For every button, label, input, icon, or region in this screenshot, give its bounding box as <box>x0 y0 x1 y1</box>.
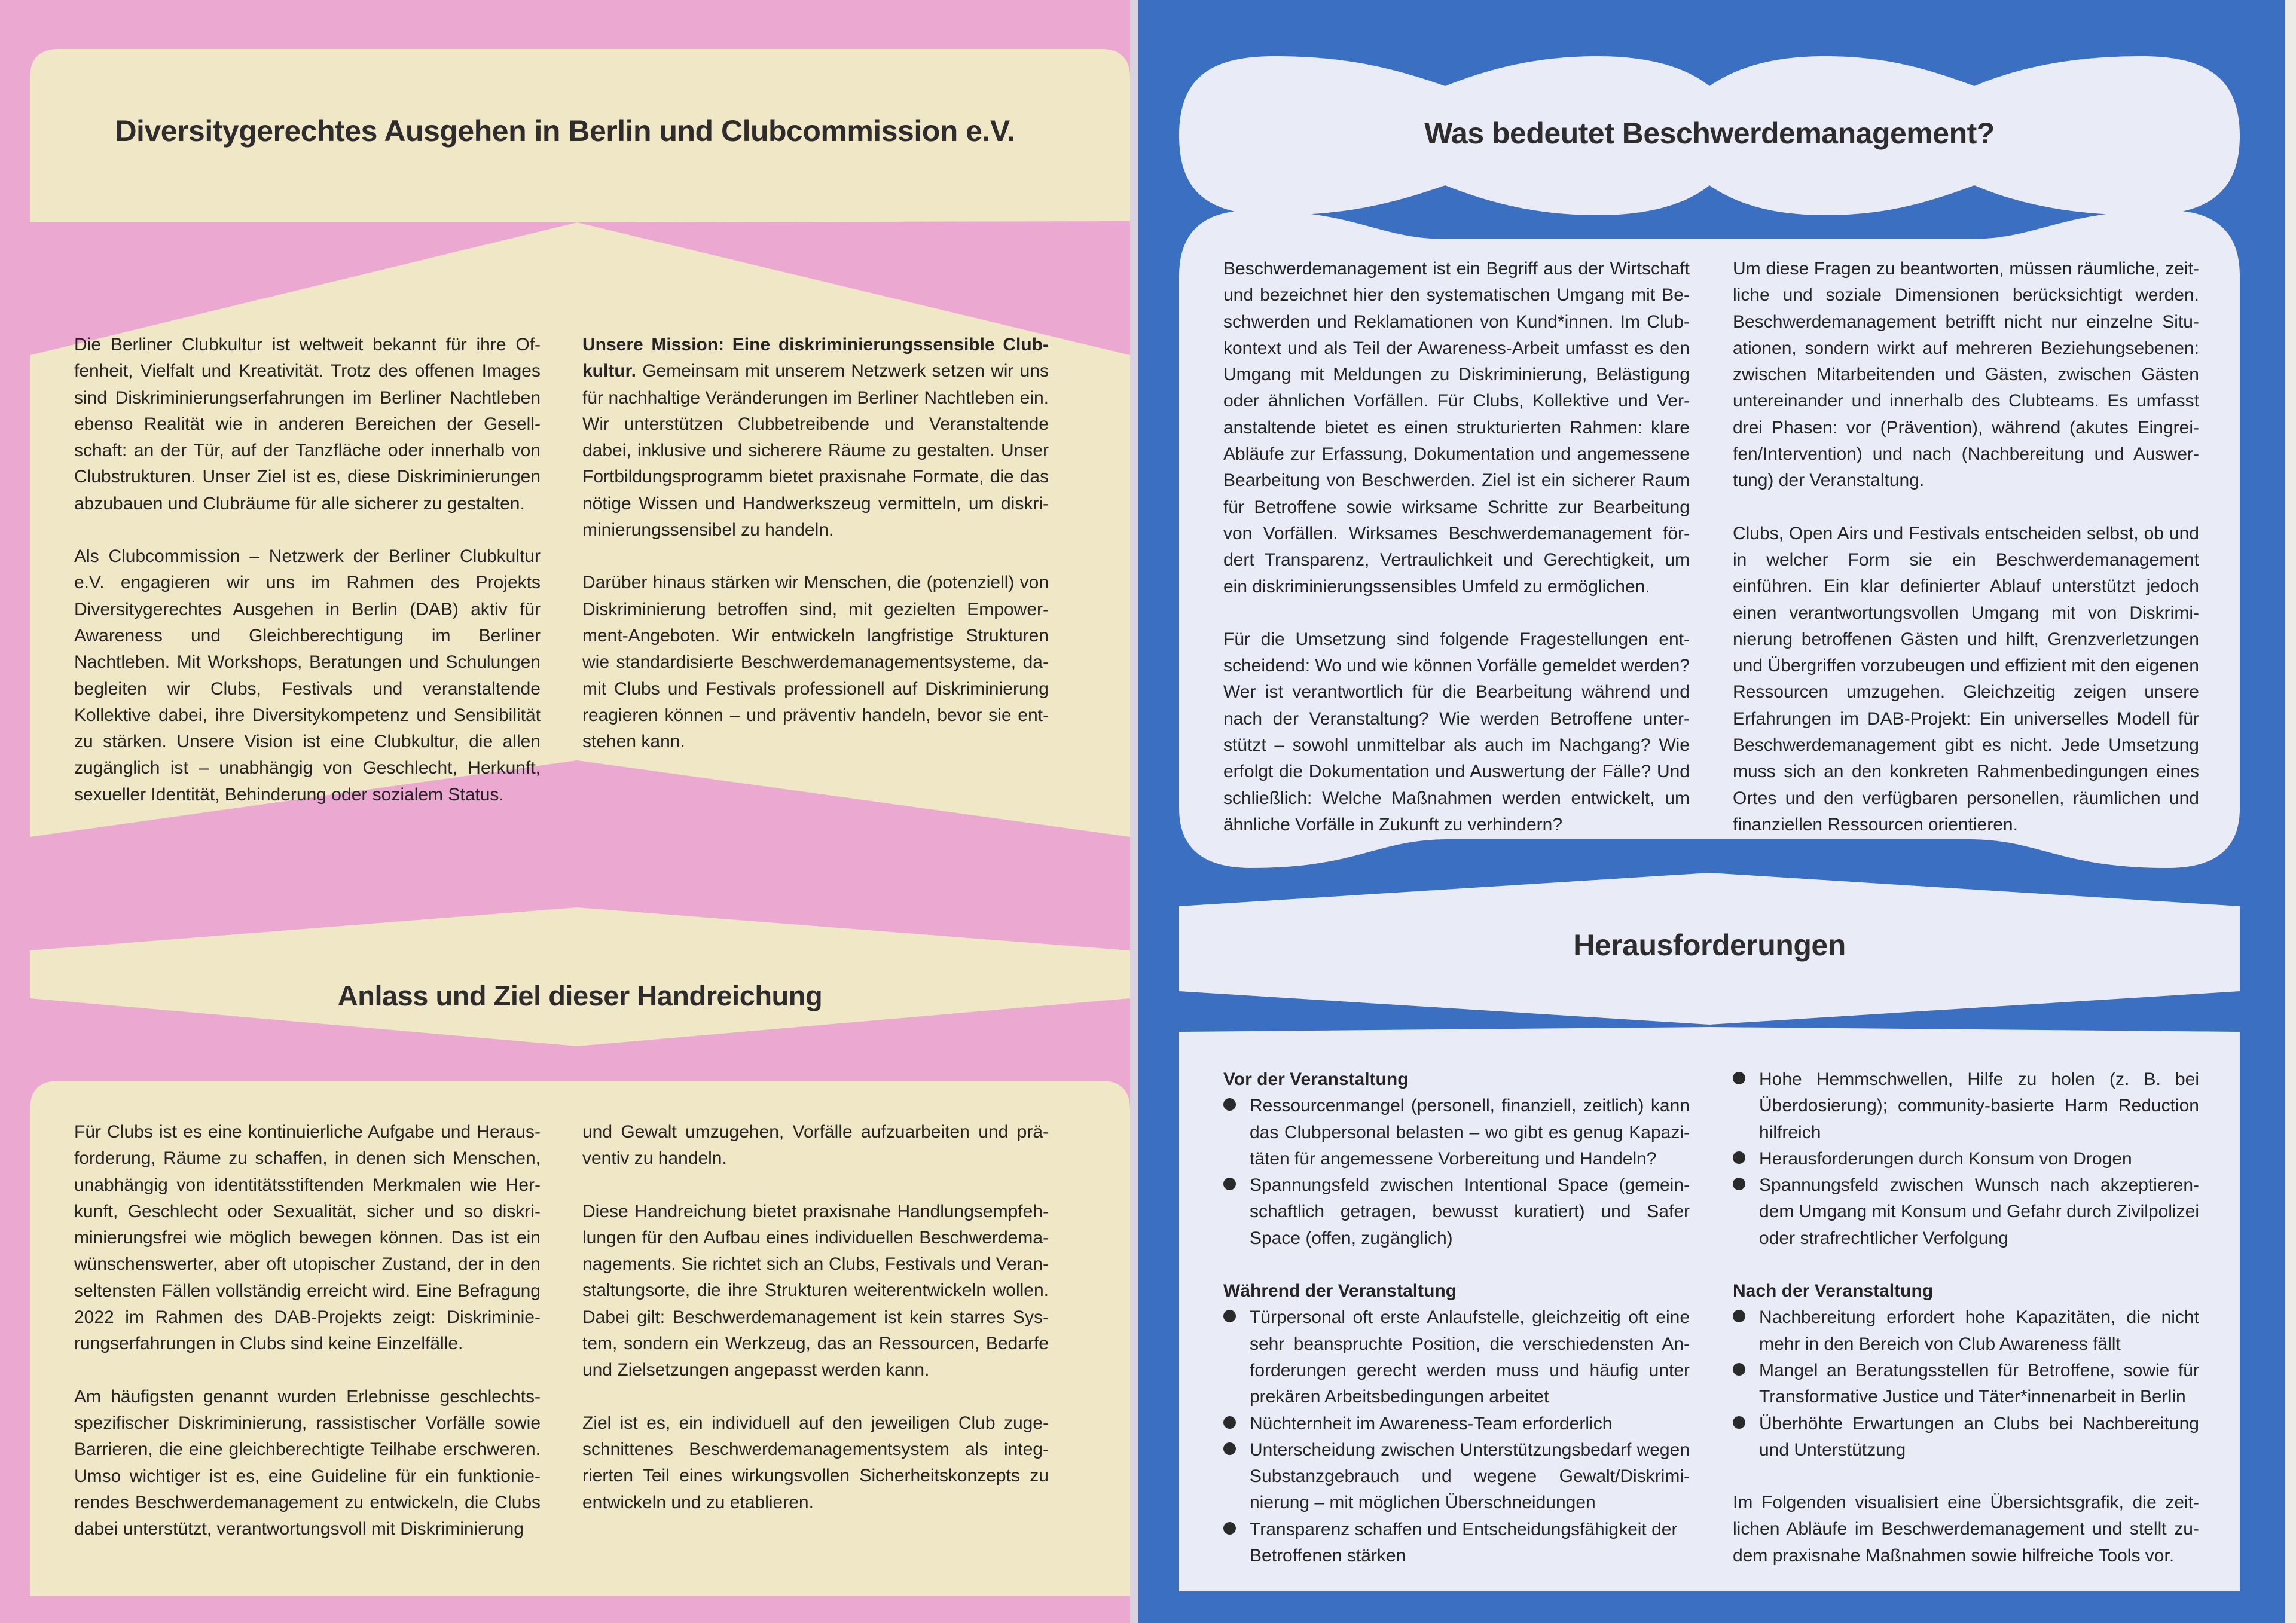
list-item: Nachbereitung erfordert hohe Kapazitäten, die nicht mehr in den Bereich von Club Awareness fällt <box>1733 1304 2199 1358</box>
paragraph: Darüber hinaus stärken wir Menschen, die (potenziell) von Diskriminierung betroffen sind, mit gezielten Empowerment-Angeboten. Wir entwickeln langfristige Strukturen wie standardisierte Beschwerdemanagementsysteme, damit Clubs und Festivals professionell auf Diskriminierung reagieren können – und präventiv handeln, bevor sie entstehen kann. <box>582 573 1049 752</box>
section-title-beschwerdemanagement: Was bedeutet Beschwerdemanagement? <box>1424 117 1995 150</box>
mission-paragraph <box>582 332 1049 543</box>
list-after <box>1733 1304 2199 1463</box>
left-s1-column-2 <box>582 332 1049 755</box>
left-s2-column-1 <box>74 1119 541 1542</box>
subheading-during: Während der Veranstaltung <box>1223 1281 1457 1301</box>
list-item: Mangel an Beratungsstellen für Betroffene, sowie für Transformative Justice und Täter*innenarbeit in Berlin <box>1733 1358 2199 1411</box>
list-item: Transparenz schaffen und Entscheidungsfähigkeit der Betroffenen stärken <box>1223 1517 1690 1570</box>
right-s2-column-1 <box>1223 1066 1690 1569</box>
paragraph: Diese Handreichung bietet praxisnahe Handlungsempfehlungen für den Aufbau eines individuellen Beschwerdemanagements. Sie richtet sich an Clubs, Festivals und Veranstaltungsorte, die ihre Strukturen weiterentwickeln wollen. Dabei gilt: Beschwerdemanagement ist kein starres System, sondern ein Werkzeug, das an Ressourcen, Bedarfe und Zielsetzungen angepasst werden kann. <box>582 1201 1049 1380</box>
paragraph: Ziel ist es, ein individuell auf den jeweiligen Club zugeschnittenes Beschwerdemanagementsystem als integrierten Teil eines wirkungsvollen Sicherheitskonzepts zu entwickeln und zu etablieren. <box>582 1413 1049 1512</box>
list-item: Spannungsfeld zwischen Wunsch nach akzeptierendem Umgang mit Konsum und Gefahr durch Zivilpolizei oder strafrechtlicher Verfolgung <box>1733 1172 2199 1252</box>
section-title-diversity: Diversitygerechtes Ausgehen in Berlin und Clubcommission e.V. <box>115 114 1015 148</box>
left-s1-column-1 <box>74 332 541 808</box>
paragraph: Für die Umsetzung sind folgende Fragestellungen entscheidend: Wo und wie können Vorfälle gemeldet werden? Wer ist verantwortlich für die Bearbeitung während und nach der Veranstaltung? Wie werden Betroffene unterstützt – sowohl unmittelbar als auch im Nachgang? Wie erfolgt die Dokumentation und Auswertung der Fälle? Und schließlich: Welche Maßnahmen werden entwickelt, um ähnliche Vorfälle in Zukunft zu verhindern? <box>1223 629 1690 835</box>
paragraph: Clubs, Open Airs und Festivals entscheiden selbst, ob und in welcher Form sie ein Beschwerdemanagement einführen. Ein klar definierter Ablauf unterstützt jedoch einen verantwortungsvollen Umgang mit von Diskriminierung betroffenen Gästen und hilft, Grenzverletzungen und Übergriffen vorzubeugen und effizient mit den eigenen Ressourcen umzugehen. Gleichzeitig zeigen unsere Erfahrungen im DAB-Projekt: Ein universelles Modell für Beschwerdemanagement gibt es nicht. Jede Umsetzung muss sich an den konkreten Rahmenbedingungen eines Ortes und den verfügbaren personellen, räumlichen und finanziellen Ressourcen orientieren. <box>1733 523 2199 835</box>
list-item: Hohe Hemmschwellen, Hilfe zu holen (z. B. bei Überdosierung); community-basierte Harm Reduction hilfreich <box>1733 1066 2199 1146</box>
subheading-after: Nach der Veranstaltung <box>1733 1281 1934 1301</box>
list-item: Spannungsfeld zwischen Intentional Space (gemeinschaftlich getragen, bewusst kuratiert) und Safer Space (offen, zugänglich) <box>1223 1172 1690 1252</box>
section-title-anlass: Anlass und Ziel dieser Handreichung <box>337 980 823 1011</box>
right-s2-column-2 <box>1733 1066 2199 1569</box>
list-item: Ressourcenmangel (personell, finanziell, zeitlich) kann das Clubpersonal belasten – wo gibt es genug Kapazitäten für angemessene Vorbereitung und Handeln? <box>1223 1093 1690 1172</box>
paragraph: Die Berliner Clubkultur ist weltweit bekannt für ihre Offenheit, Vielfalt und Kreativität. Trotz des offenen Images sind Diskriminierungserfahrungen im Berliner Nachtleben ebenso Realität wie in anderen Bereichen der Gesellschaft: an der Tür, auf der Tanzfläche oder innerhalb von Clubstrukturen. Unser Ziel ist es, diese Diskriminierungen abzubauen und Clubräume für alle sicherer zu gestalten. <box>74 335 541 514</box>
right-s1-column-1 <box>1223 256 1690 838</box>
paragraph: Als Clubcommission – Netzwerk der Berliner Clubkultur e.V. engagieren wir uns im Rahmen des Projekts Diversitygerechtes Ausgehen in Berlin (DAB) aktiv für Awareness und Gleichberechtigung im Berliner Nachtleben. Mit Workshops, Beratungen und Schulungen begleiten wir Clubs, Festivals und veranstaltende Kollektive dabei, ihre Diversitykompetenz und Sensibilität zu stärken. Unsere Vision ist eine Clubkultur, die allen zugänglich ist – unabhängig von Geschlecht, Herkunft, sexueller Identität, Behinderung oder sozialem Status. <box>74 546 541 805</box>
page-gutter <box>1130 0 1138 1623</box>
paragraph: Am häufigsten genannt wurden Erlebnisse geschlechtsspezifischer Diskriminierung, rassistischer Vorfälle sowie Barrieren, die eine gleichberechtigte Teilhabe erschweren. Umso wichtiger ist es, eine Guideline für ein funktionierendes Beschwerdemanagement zu entwickeln, die Clubs dabei unterstützt, verantwortungsvoll mit Diskriminierung <box>74 1386 541 1539</box>
section-title-herausforderungen: Herausforderungen <box>1573 928 1846 962</box>
list-item: Überhöhte Erwartungen an Clubs bei Nachbereitung und Unterstützung <box>1733 1411 2199 1464</box>
paragraph: Für Clubs ist es eine kontinuierliche Aufgabe und Herausforderung, Räume zu schaffen, in denen sich Menschen, unabhängig von identitätsstiftenden Merkmalen wie Herkunft, Geschlecht oder Sexualität, sicher und so diskriminierungsfrei wie möglich bewegen können. Das ist ein wünschenswerter, aber oft utopischer Zustand, der in den seltensten Fällen vollständig erreicht wird. Eine Befragung 2022 im Rahmen des DAB-Projekts zeigt: Diskriminierungserfahrungen in Clubs sind keine Einzelfälle. <box>74 1122 541 1354</box>
list-item: Nüchternheit im Awareness-Team erforderlich <box>1223 1411 1690 1437</box>
paragraph: Beschwerdemanagement ist ein Begriff aus der Wirtschaft und bezeichnet hier den systematischen Umgang mit Beschwerden und Reklamationen von Kund*innen. Im Clubkontext und als Teil der Awareness-Arbeit umfasst es den Umgang mit Meldungen zu Diskriminierung, Belästigung oder ähnlichen Vorfällen. Für Clubs, Kollektive und Veranstaltende bietet es einen strukturierten Rahmen: klare Abläufe zur Erfassung, Dokumentation und angemessene Bearbeitung von Beschwerden. Ziel ist ein sicherer Raum für Betroffene sowie wirksame Schritte zur Bearbeitung von Vorfällen. Wirksames Beschwerdemanagement fördert Transparenz, Vertraulichkeit und Gerechtigkeit, um ein diskriminierungssensibles Umfeld zu ermöglichen. <box>1223 259 1690 597</box>
list-item: Unterscheidung zwischen Unterstützungsbedarf wegen Substanzgebrauch und wegene Gewalt/Diskriminierung – mit möglichen Überschneidungen <box>1223 1437 1690 1517</box>
paragraph: Um diese Fragen zu beantworten, müssen räumliche, zeitliche und soziale Dimensionen berücksichtigt werden. Beschwerdemanagement betrifft nicht nur einzelne Situationen, sondern wirkt auf mehreren Beziehungsebenen: zwischen Mitarbeitenden und Gästen, zwischen Gästen untereinander und innerhalb des Clubteams. Es umfasst drei Phasen: vor (Prävention), während (akutes Eingreifen/Intervention) und nach (Nachbereitung und Auswertung) der Veranstaltung. <box>1733 259 2199 491</box>
mission-lead: Unsere Mission: Eine diskriminierungssensible Clubkultur. <box>582 335 1049 381</box>
subheading-before: Vor der Veranstaltung <box>1223 1069 1409 1089</box>
list-item: Türpersonal oft erste Anlaufstelle, gleichzeitig oft eine sehr beanspruchte Position, die verschiedensten Anforderungen gerecht werden muss und häufig unter prekären Arbeitsbedingungen arbeitet <box>1223 1304 1690 1410</box>
list-during-continued <box>1733 1066 2199 1252</box>
list-during <box>1223 1304 1690 1569</box>
list-item: Herausforderungen durch Konsum von Drogen <box>1733 1146 2199 1172</box>
mission-text: Gemeinsam mit unserem Netzwerk setzen wir uns für nachhaltige Veränderungen im Berliner Nachtleben ein. Wir unterstützen Clubbetreibende und Veranstaltende dabei, inklusive und sicherere Räume zu gestalten. Unser Fortbildungsprogramm bietet praxisnahe Formate, die das nötige Wissen und Handwerkszeug vermitteln, um diskriminierungssensibel zu handeln. <box>582 361 1049 540</box>
left-s2-column-2 <box>582 1119 1049 1516</box>
paper-edge <box>2285 0 2296 1623</box>
right-s1-column-2 <box>1733 256 2199 838</box>
closing-paragraph: Im Folgenden visualisiert eine Übersichtsgrafik, die zeitlichen Abläufe im Beschwerdemanagement und stellt zudem praxisnahe Maßnahmen sowie hilfreiche Tools vor. <box>1733 1493 2199 1566</box>
paragraph: und Gewalt umzugehen, Vorfälle aufzuarbeiten und präventiv zu handeln. <box>582 1122 1049 1169</box>
list-before <box>1223 1093 1690 1252</box>
